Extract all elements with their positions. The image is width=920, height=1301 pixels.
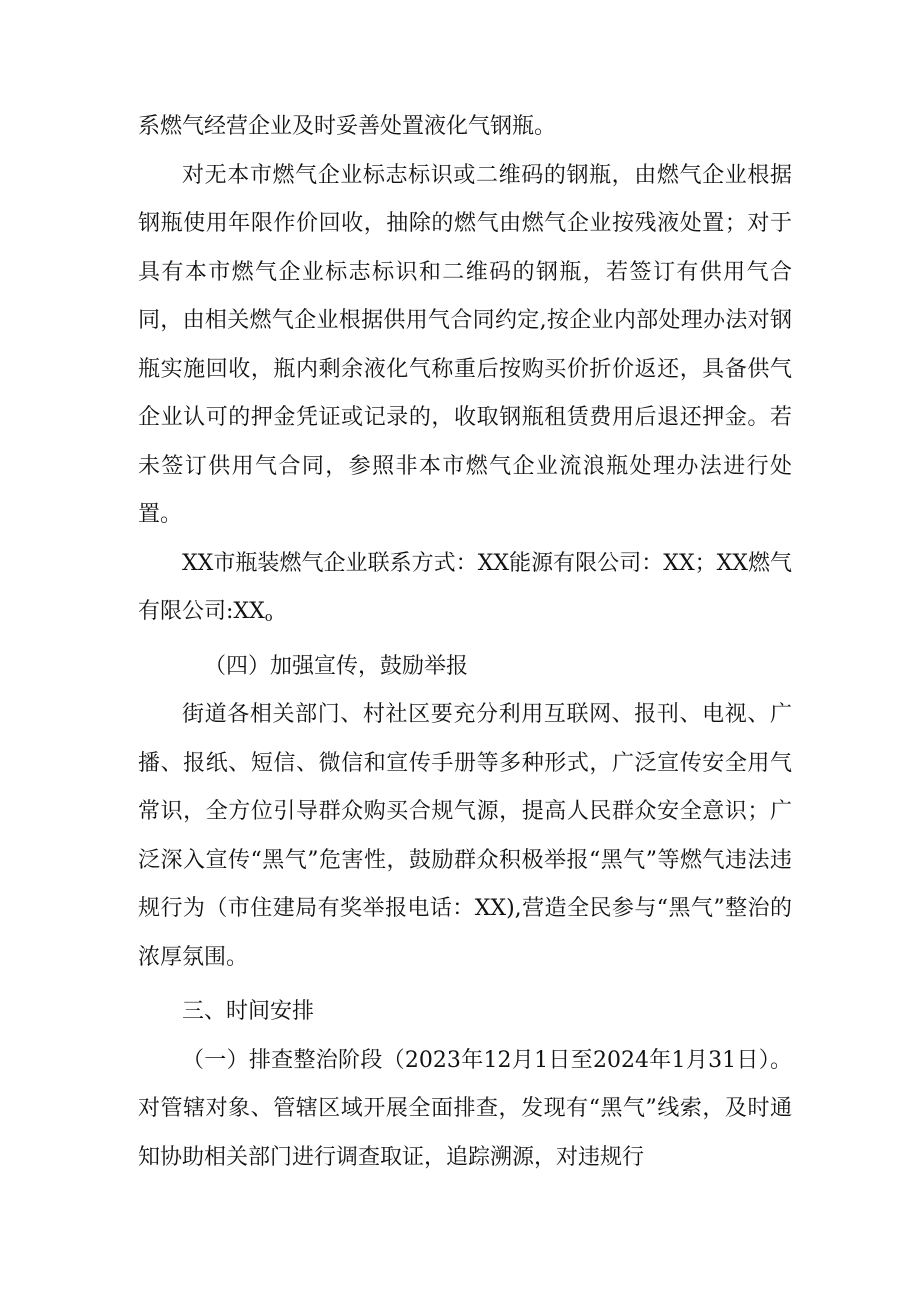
paragraph-investigation-phase: （一）排查整治阶段（2023年12月1日至2024年1月31日）。对管辖对象、管辖区域开展全面排查，发现有“黑气”线索，及时通知协助相关部门进行调查取证，追踪溯源，对违规行 bbox=[138, 1047, 792, 1170]
contact-info-text: XX市瓶装燃气企业联系方式：XX能源有限公司：XX；XX燃气有限公司:XX bbox=[138, 550, 792, 624]
document-body bbox=[138, 103, 792, 1182]
paragraph-cylinder-recovery: 对无本市燃气企业标志标识或二维码的钢瓶，由燃气企业根据钢瓶使用年限作价回收，抽除的燃气由燃气企业按残液处置；对于具有本市燃气企业标志标识和二维码的钢瓶，若签订有供用气合同，由相关燃气企业根据供用气合同约定,按企业内部处理办法对钢瓶实施回收，瓶内剩余液化气称重后按购买价折价返还，具备供气企业认可的押金凭证或记录的，收取钢瓶租赁费用后退还押金。若未签订供用气合同，参照非本市燃气企业流浪瓶处理办法进行处置。 bbox=[138, 162, 792, 527]
section-heading-publicity: （四）加强宣传，鼓励举报 bbox=[204, 653, 469, 679]
paragraph-continuation: 系燃气经营企业及时妥善处置液化气钢瓶。 bbox=[138, 114, 557, 139]
section-heading-schedule: 三、时间安排 bbox=[182, 999, 315, 1024]
paragraph-publicity: 街道各相关部门、村社区要充分利用互联网、报刊、电视、广播、报纸、短信、微信和宣传手册等多种形式，广泛宣传安全用气常识，全方位引导群众购买合规气源，提高人民群众安全意识；广泛深入宣传“黑气”危害性，鼓励群众积极举报“黑气”等燃气违法违规行为（市住建局有奖举报电话：XX),营造全民参与“黑气”整治的浓厚氛围。 bbox=[138, 702, 792, 970]
contact-info-suffix: o bbox=[264, 610, 273, 625]
paragraph-contact-info bbox=[138, 540, 792, 643]
